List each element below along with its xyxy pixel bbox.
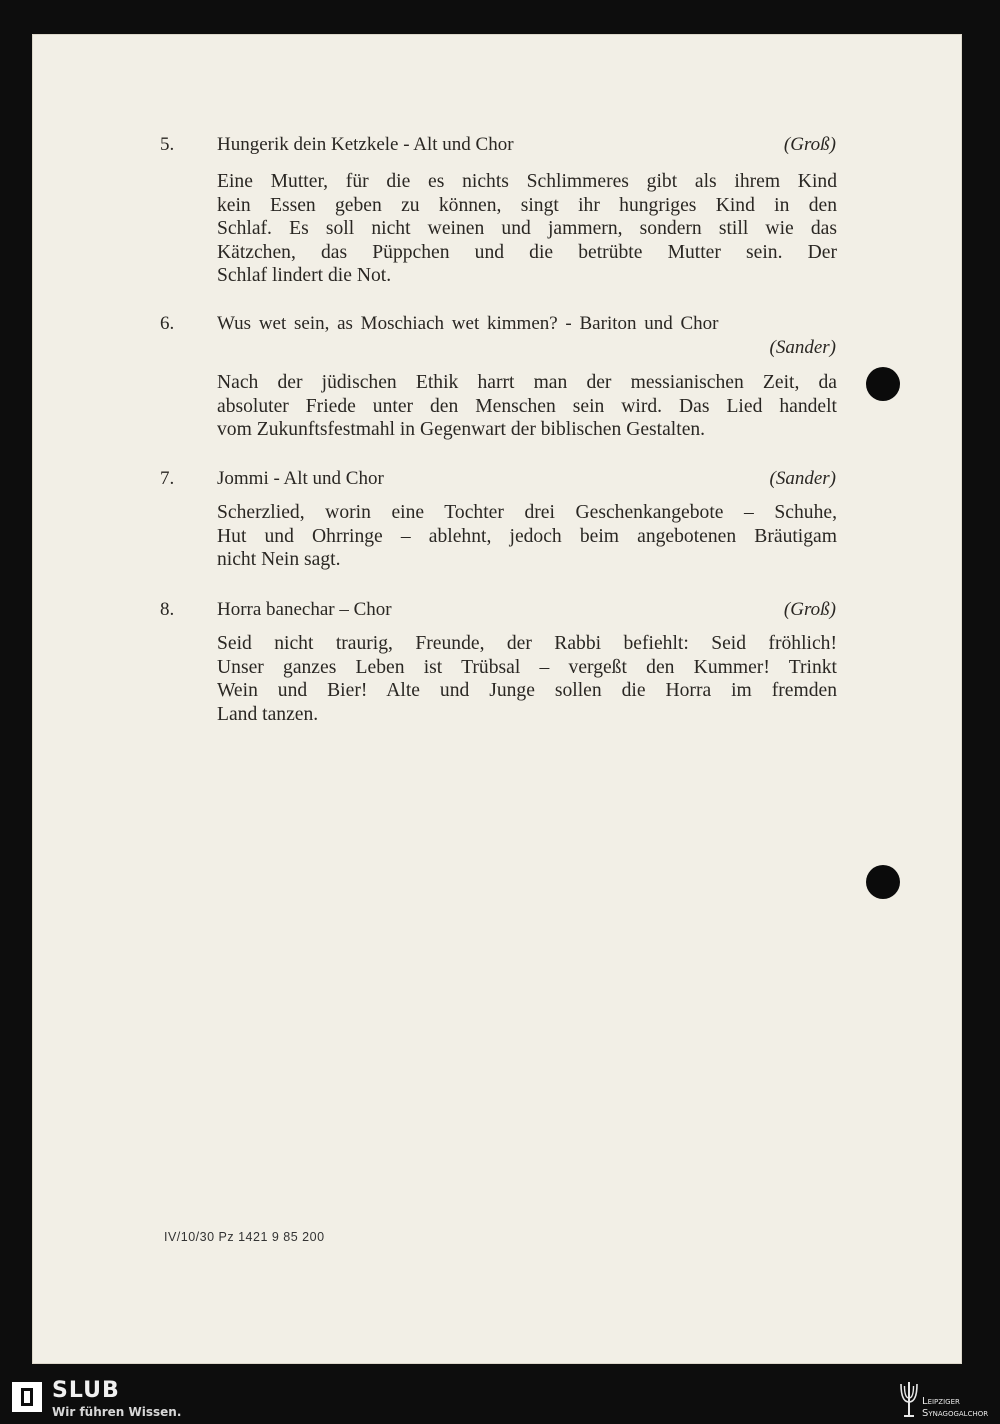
slub-slogan: Wir führen Wissen. [52,1405,182,1419]
entry-composer: (Groß) [783,134,836,155]
slub-logo-icon [12,1382,42,1412]
entry-composer: (Sander) [769,337,836,358]
description-line: Land tanzen. [217,703,319,725]
description-line: Hut und Ohrringe – ablehnt, jedoch beim angebotenen Bräutigam [217,525,837,547]
entry-number: 7. [160,468,175,489]
print-code: IV/10/30 Pz 1421 9 85 200 [164,1230,325,1244]
entry-title: Horra banechar – Chor [217,599,392,620]
entry-description [217,371,837,442]
description-line: Wein und Bier! Alte und Junge sollen die Horra im fremden [217,680,837,701]
description-line: Seid nicht traurig, Freunde, der Rabbi befiehlt: Seid fröhlich! [217,633,837,654]
description-line: nicht Nein sagt. [217,549,341,570]
entry-composer: (Groß) [783,599,836,620]
description-line: kein Essen geben zu können, singt ihr hungriges Kind in den [217,194,837,216]
description-line: Nach der jüdischen Ethik harrt man der messianischen Zeit, da [217,372,837,393]
partner-line-2: Synagogalchor [922,1408,989,1419]
punch-hole-top [866,367,900,401]
description-line: Kätzchen, das Püppchen und die betrübte Mutter sein. Der [217,241,837,263]
entry-title: Jommi - Alt und Chor [217,468,384,489]
slub-brand: SLUB [52,1378,120,1403]
entry-title: Wus wet sein, as Moschiach wet kimmen? - Bariton und Chor [217,313,719,334]
viewer-footer [0,1372,1000,1424]
entry-description [217,501,837,572]
entry-number: 5. [160,134,175,155]
description-line: Scherzlied, worin eine Tochter drei Geschenkangebote – Schuhe, [217,502,837,523]
entry-number: 6. [160,313,175,334]
entry-title: Hungerik dein Ketzkele - Alt und Chor [217,134,514,155]
description-line: absoluter Friede unter den Menschen sein wird. Das Lied handelt [217,395,837,417]
menorah-icon [898,1374,920,1420]
description-line: Schlaf lindert die Not. [217,265,392,286]
punch-hole-bottom [866,865,900,899]
entry-description [217,170,837,288]
entry-number: 8. [160,599,175,620]
partner-name [922,1396,988,1420]
description-line: Unser ganzes Leben ist Trübsal – vergeßt den Kummer! Trinkt [217,656,837,678]
entry-composer: (Sander) [769,468,836,489]
document-page [32,34,962,1364]
description-line: vom Zukunftsfestmahl in Gegenwart der biblischen Gestalten. [217,419,706,440]
description-line: Eine Mutter, für die es nichts Schlimmeres gibt als ihrem Kind [217,171,837,192]
entry-description [217,632,837,726]
description-line: Schlaf. Es soll nicht weinen und jammern, sondern still wie das [217,218,837,239]
partner-line-1: Leipziger [922,1396,960,1407]
